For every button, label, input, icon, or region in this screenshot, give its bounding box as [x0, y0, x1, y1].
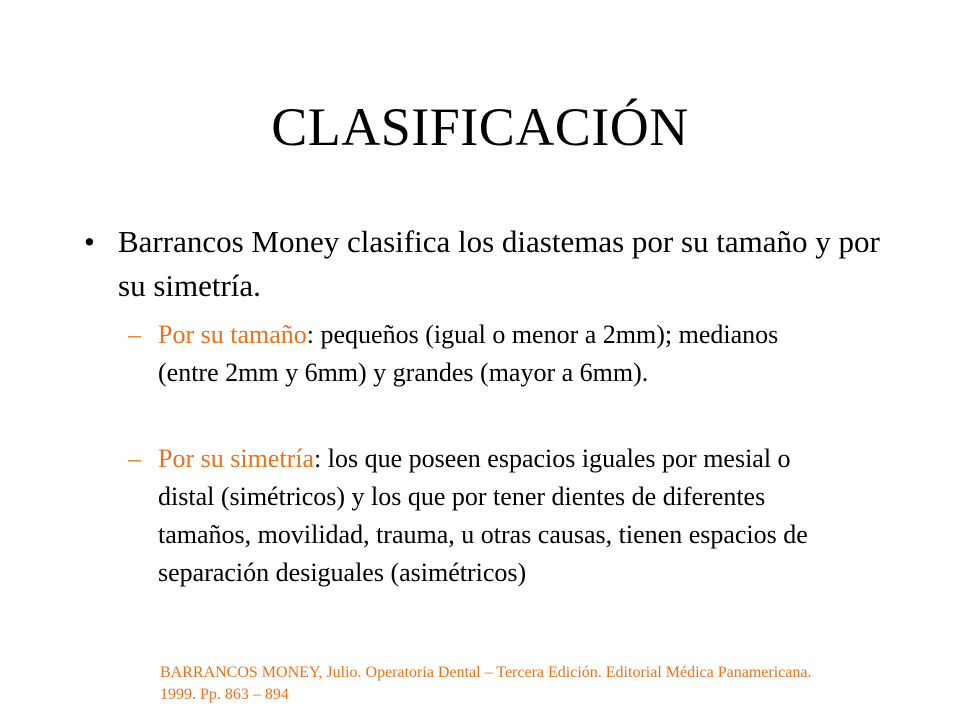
- bullet-marker: •: [84, 224, 95, 259]
- citation: BARRANCOS MONEY, Julio. Operatoria Dental – Tercera Edición. Editorial Médica Panamericana. 1999. Pp. 863 – 894: [160, 664, 812, 703]
- slide-title: CLASIFICACIÓN: [271, 97, 689, 157]
- subitem-marker: –: [128, 444, 141, 473]
- subitem-body: [158, 440, 828, 592]
- bullet-text: Barrancos Money clasifica los diastemas por su tamaño y por su simetría.: [118, 224, 880, 303]
- subitem-term: Por su tamaño: [158, 320, 307, 349]
- subitem-symmetry: [128, 440, 828, 592]
- subitem-marker: –: [128, 320, 141, 349]
- subitem-term: Por su simetría: [158, 444, 314, 473]
- subitem-size: [128, 316, 828, 392]
- subitem-text: : pequeños (igual o menor a 2mm); medianos (entre 2mm y 6mm) y grandes (mayor a 6mm).: [158, 320, 779, 387]
- subitem-body: [158, 316, 828, 392]
- bullet-item: [84, 220, 884, 308]
- subitem-text: : los que poseen espacios iguales por mesial o distal (simétricos) y los que por tener dientes de diferentes tamaños, movilidad, trauma, u otras causas, tienen espacios de separación desiguales (asimétricos): [158, 444, 808, 587]
